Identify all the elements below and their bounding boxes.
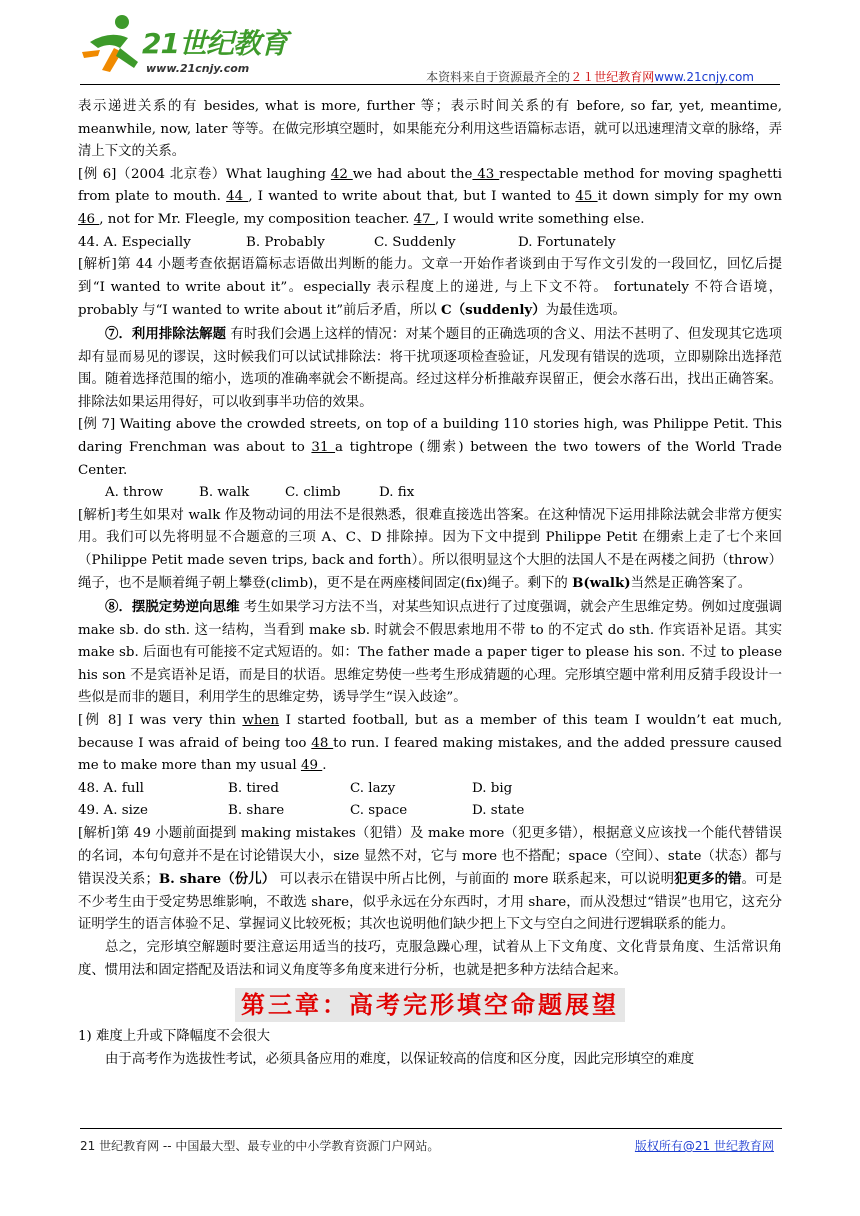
header-note-url[interactable]: www.21cnjy.com bbox=[654, 70, 754, 84]
option: C. Suddenly bbox=[374, 234, 456, 250]
header-note bbox=[426, 68, 754, 85]
header-divider bbox=[80, 84, 780, 85]
method-8-title: ⑧．摆脱定势逆向思维 bbox=[105, 599, 240, 616]
option: B. share bbox=[228, 803, 285, 819]
point-1-heading: 1) 难度上升或下降幅度不会很大 bbox=[78, 1029, 271, 1045]
summary-paragraph: 总之，完形填空解题时要注意运用适当的技巧，克服急躁心理，试着从上下文角度、文化背景角度、生活常识角度、惯用法和固定搭配及语法和词义角度等多角度来进行分析，也就是把多种方法结合起来。 bbox=[78, 939, 782, 978]
options-31 bbox=[78, 482, 782, 505]
text: [例 6]（2004 北京卷）What laughing bbox=[78, 166, 331, 182]
blank-31: 31 bbox=[311, 439, 336, 455]
text: respectable method for moving spaghetti from plate to mouth. bbox=[78, 166, 782, 205]
example-8 bbox=[78, 710, 782, 778]
text: 有时我们会遇上这样的情况：对某个题目的正确选项的含义、用法不甚明了、但发现其它选项却有显而易见的谬误，这时候我们可以试试排除法：将干扰项逐项检查验证，凡发现有错误的选项，立即剔除出选择范围。随着选择范围的缩小，选项的准确率就会不断提高。经过这样分析推敲弃误留正，便会水落石出，找出正确答案。排除法如果运用得好，可以收到事半功倍的效果。 bbox=[78, 326, 782, 410]
option: D. big bbox=[472, 780, 513, 796]
footer-left: 21 世纪教育网 -- 中国最大型、最专业的中小学教育资源门户网站。 bbox=[80, 1139, 440, 1153]
text: , I wanted to write about that, but I wanted to bbox=[248, 189, 576, 205]
option: 48. A. full bbox=[78, 780, 144, 796]
logo-text: 21世纪教育 bbox=[142, 27, 287, 60]
point-1-text: 由于高考作为选拔性考试，必须具备应用的难度，以保证较高的信度和区分度，因此完形填空的难度 bbox=[105, 1051, 695, 1067]
example-7 bbox=[78, 414, 782, 482]
blank-45: 45 bbox=[575, 189, 598, 205]
blank-48: 48 bbox=[311, 735, 334, 751]
text: [例 8] I was very thin bbox=[78, 713, 243, 729]
option: 49. A. size bbox=[78, 803, 148, 819]
paragraph-markers: 表示递进关系的有 besides, what is more, further 等；表示时间关系的有 before, so far, yet, meantime, meanwhile, now, later 等等。在做完形填空题时，如果能充分利用这些语篇标志语，就可以迅速理清文章的脉络，弄清上下文的关系。 bbox=[78, 99, 782, 160]
method-7-title: ⑦．利用排除法解题 bbox=[105, 325, 227, 342]
header-note-site[interactable]: ２１世纪教育网 bbox=[570, 70, 655, 84]
text: , not for Mr. Fleegle, my composition teacher. bbox=[99, 211, 414, 227]
page-footer bbox=[80, 1128, 782, 1154]
logo-url: www.21cnjy.com bbox=[146, 62, 250, 75]
site-logo[interactable] bbox=[80, 12, 300, 82]
text: 为最佳选项。 bbox=[545, 303, 626, 319]
text: 。可是不少考生由于受定势思维影响，不敢选 share，似乎永远在分东西时，才用 share，而从没想过“错误”也用它，这充分证明学生的语言体验不足、掌握词义比较死板；其次也说明他们缺少把上下文与空白之间进行逻辑联系的能力。 bbox=[78, 872, 783, 933]
chapter-heading: 第三章：高考完形填空命题展望 bbox=[235, 988, 625, 1022]
text: we had about the bbox=[352, 166, 473, 182]
text: 当然是正确答案了。 bbox=[630, 576, 752, 592]
option: B. tired bbox=[228, 780, 279, 796]
underlined-when: when bbox=[242, 713, 280, 729]
analysis-44 bbox=[78, 254, 782, 323]
text: a tightrope (绷索) between the two towers of the World Trade Center. bbox=[78, 439, 782, 478]
text: [解析]考生如果对 walk 作及物动词的用法不是很熟悉，很难直接选出答案。在这种情况下运用排除法就会非常方便实用。我们可以先将明显不合题意的三项 A、C、D 排除掉。因为下文中提到 Philippe Petit 在绷索上走了七个来回（Philippe Petit made seven trips, back and forth）。所以很明显这个大胆的法国人不是在两楼之间扔（throw）绳子，也不是顺着绳子朝上攀登(climb)，更不是在两座楼间固定(fix)绳子。剩下的 bbox=[78, 507, 782, 592]
option: D. state bbox=[472, 803, 525, 819]
option: A. throw bbox=[105, 485, 164, 501]
text: [例 7] Waiting above the crowded streets, on top of a building 110 stories high, was Philippe Petit. This daring Frenchman was about to bbox=[78, 417, 782, 455]
options-48 bbox=[78, 778, 782, 801]
options-44 bbox=[78, 232, 782, 255]
answer-31: B(walk) bbox=[572, 575, 631, 592]
text: [解析]第 49 小题前面提到 making mistakes（犯错）及 make more（犯更多错），根据意义应该找一个能代替错误的名词，本句句意并不是在讨论错误大小，size 显然不对，它与 more 也不搭配；space（空间）、state（状态）都与错误没关系； bbox=[78, 826, 782, 888]
option: D. fix bbox=[379, 485, 415, 501]
example-6 bbox=[78, 164, 782, 232]
footer-copyright-link[interactable]: 版权所有@21 世纪教育网 bbox=[634, 1139, 774, 1153]
text: to run. I feared making mistakes, and the added pressure caused me to make more than my usual bbox=[78, 735, 783, 774]
method-7 bbox=[78, 323, 782, 414]
answer-44: C（suddenly） bbox=[441, 302, 546, 319]
document-body bbox=[78, 96, 782, 1071]
text: 考生如果学习方法不当，对某些知识点进行了过度强调，就会产生思维定势。例如过度强调 make sb. do sth. 这一结构，当看到 make sb. 时就会不假思索地用不带 to 的不定式 do sth. 作宾语补足语。其实 make sb. 后面也有可能接不定式短语的。如：The father made a paper tiger to please his son. 不过 to please his son 不是宾语补足语，而是目的状语。思维定势使一些考生形成猜题的心理。完形填空题中常利用反猜手段设计一些似是而非的题目，利用学生的思维定势，诱导学生“误入歧途”。 bbox=[78, 600, 782, 706]
blank-46: 46 bbox=[78, 211, 100, 227]
text: I started football, but as a member of this team I wouldn’t eat much, because I was afraid of being too bbox=[78, 713, 783, 751]
option: B. Probably bbox=[246, 234, 325, 250]
emphasis: 犯更多的错 bbox=[674, 871, 742, 888]
text: it down simply for my own bbox=[597, 189, 782, 205]
method-8 bbox=[78, 596, 782, 710]
text: [解析]第 44 小题考查依据语篇标志语做出判断的能力。文章一开始作者谈到由于写作文引发的一段回忆，回忆后提到“I wanted to write about it”。especially 表示程度上的递进, 与上下文不符。 fortunately 不符合语境， probably 与“I wanted to write about it”前后矛盾，所以 bbox=[78, 257, 782, 319]
runner-logo-icon bbox=[80, 12, 150, 78]
blank-47: 47 bbox=[413, 211, 435, 227]
blank-49: 49 bbox=[300, 758, 323, 774]
blank-44: 44 bbox=[226, 189, 249, 205]
option: 44. A. Especially bbox=[78, 234, 191, 250]
header-note-prefix: 本资料来自于资源最齐全的 bbox=[426, 70, 571, 84]
page-header bbox=[80, 12, 780, 90]
option: C. climb bbox=[285, 485, 341, 501]
blank-43: 43 bbox=[472, 166, 500, 182]
text: . bbox=[322, 758, 327, 774]
options-49 bbox=[78, 800, 782, 823]
option: C. space bbox=[350, 803, 408, 819]
answer-49: B. share（份儿） bbox=[158, 871, 276, 888]
option: C. lazy bbox=[350, 780, 396, 796]
text: , I would write something else. bbox=[434, 211, 645, 227]
blank-42: 42 bbox=[330, 166, 353, 182]
analysis-31 bbox=[78, 505, 782, 596]
text: 可以表示在错误中所占比例，与前面的 more 联系起来，可以说明 bbox=[275, 872, 675, 888]
option: B. walk bbox=[199, 485, 250, 501]
option: D. Fortunately bbox=[518, 234, 616, 250]
analysis-49 bbox=[78, 823, 782, 937]
